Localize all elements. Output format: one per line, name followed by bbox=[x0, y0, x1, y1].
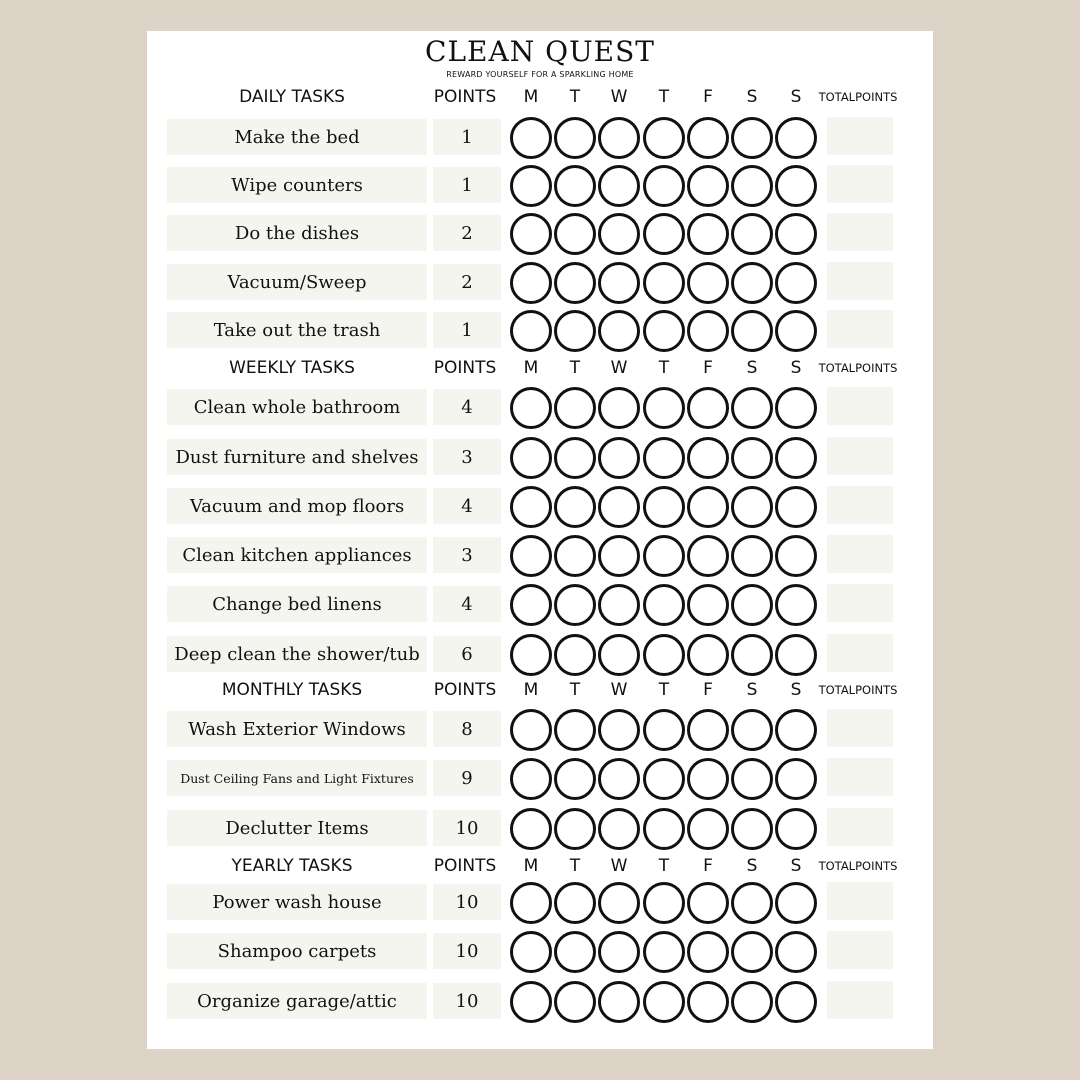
day-checkbox-circle[interactable] bbox=[731, 117, 773, 159]
day-column-header: M bbox=[523, 358, 539, 378]
section-header bbox=[147, 851, 933, 881]
day-column-header: T bbox=[569, 358, 581, 378]
day-checkbox-circle[interactable] bbox=[598, 213, 640, 255]
day-checkbox-circle[interactable] bbox=[775, 882, 817, 924]
section-heading: MONTHLY TASKS bbox=[221, 680, 363, 700]
task-name: Declutter Items bbox=[167, 810, 427, 846]
day-checkbox-circle[interactable] bbox=[598, 808, 640, 850]
task-name: Organize garage/attic bbox=[167, 983, 427, 1019]
total-points-box[interactable] bbox=[827, 709, 893, 747]
day-checkbox-circle[interactable] bbox=[554, 535, 596, 577]
day-checkbox-circle[interactable] bbox=[510, 709, 552, 751]
task-points: 2 bbox=[433, 215, 501, 251]
day-column-header: T bbox=[658, 680, 670, 700]
task-name: Wash Exterior Windows bbox=[167, 711, 427, 747]
day-checkbox-circle[interactable] bbox=[510, 634, 552, 676]
task-row bbox=[147, 931, 933, 971]
total-header-line2: POINTS bbox=[855, 859, 898, 873]
day-checkbox-circle[interactable] bbox=[687, 165, 729, 207]
day-checkbox-circle[interactable] bbox=[598, 262, 640, 304]
day-checkbox-circle[interactable] bbox=[731, 634, 773, 676]
total-points-box[interactable] bbox=[827, 262, 893, 300]
day-column-header: T bbox=[658, 358, 670, 378]
day-column-header: S bbox=[790, 856, 802, 876]
day-column-header: F bbox=[703, 856, 713, 876]
task-points: 10 bbox=[433, 884, 501, 920]
day-checkbox-circle[interactable] bbox=[643, 808, 685, 850]
day-checkbox-circle[interactable] bbox=[598, 981, 640, 1023]
total-points-box[interactable] bbox=[827, 486, 893, 524]
task-points: 6 bbox=[433, 636, 501, 672]
day-checkbox-circle[interactable] bbox=[643, 758, 685, 800]
day-checkbox-circle[interactable] bbox=[554, 117, 596, 159]
task-name: Deep clean the shower/tub bbox=[167, 636, 427, 672]
day-checkbox-circle[interactable] bbox=[687, 709, 729, 751]
day-checkbox-circle[interactable] bbox=[643, 117, 685, 159]
section-header bbox=[147, 353, 933, 383]
day-checkbox-circle[interactable] bbox=[775, 262, 817, 304]
total-points-box[interactable] bbox=[827, 165, 893, 203]
total-points-box[interactable] bbox=[827, 981, 893, 1019]
total-points-box[interactable] bbox=[827, 758, 893, 796]
total-points-box[interactable] bbox=[827, 310, 893, 348]
total-points-column-header bbox=[818, 675, 898, 705]
day-checkbox-circle[interactable] bbox=[775, 709, 817, 751]
task-name: Vacuum and mop floors bbox=[167, 488, 427, 524]
task-row bbox=[147, 387, 933, 427]
day-checkbox-circle[interactable] bbox=[687, 808, 729, 850]
task-name: Shampoo carpets bbox=[167, 933, 427, 969]
total-points-box[interactable] bbox=[827, 808, 893, 846]
task-name: Clean whole bathroom bbox=[167, 389, 427, 425]
day-checkbox-circle[interactable] bbox=[643, 931, 685, 973]
day-checkbox-circle[interactable] bbox=[731, 758, 773, 800]
day-checkbox-circle[interactable] bbox=[687, 882, 729, 924]
day-column-header: S bbox=[746, 358, 758, 378]
task-row bbox=[147, 882, 933, 922]
day-checkbox-circle[interactable] bbox=[731, 584, 773, 626]
day-checkbox-circle[interactable] bbox=[598, 709, 640, 751]
day-checkbox-circle[interactable] bbox=[775, 931, 817, 973]
task-row bbox=[147, 634, 933, 674]
total-points-box[interactable] bbox=[827, 117, 893, 155]
task-points: 4 bbox=[433, 586, 501, 622]
day-column-header: T bbox=[569, 680, 581, 700]
section-header bbox=[147, 82, 933, 112]
day-checkbox-circle[interactable] bbox=[731, 262, 773, 304]
section-header bbox=[147, 675, 933, 705]
day-checkbox-circle[interactable] bbox=[598, 310, 640, 352]
chart-title: CLEAN QUEST bbox=[425, 35, 655, 68]
day-checkbox-circle[interactable] bbox=[510, 981, 552, 1023]
total-points-column-header bbox=[818, 82, 898, 112]
task-points: 4 bbox=[433, 488, 501, 524]
total-header-line1: TOTAL bbox=[818, 361, 856, 375]
task-name: Dust furniture and shelves bbox=[167, 439, 427, 475]
task-row bbox=[147, 535, 933, 575]
day-checkbox-circle[interactable] bbox=[554, 808, 596, 850]
chore-chart-sheet bbox=[147, 31, 933, 1049]
task-row bbox=[147, 213, 933, 253]
day-column-header: S bbox=[746, 856, 758, 876]
day-checkbox-circle[interactable] bbox=[598, 437, 640, 479]
task-name: Dust Ceiling Fans and Light Fixtures bbox=[167, 760, 427, 796]
day-checkbox-circle[interactable] bbox=[510, 165, 552, 207]
day-checkbox-circle[interactable] bbox=[687, 584, 729, 626]
task-row bbox=[147, 758, 933, 798]
day-checkbox-circle[interactable] bbox=[643, 262, 685, 304]
total-points-box[interactable] bbox=[827, 634, 893, 672]
day-checkbox-circle[interactable] bbox=[510, 535, 552, 577]
day-checkbox-circle[interactable] bbox=[554, 213, 596, 255]
day-checkbox-circle[interactable] bbox=[643, 535, 685, 577]
day-checkbox-circle[interactable] bbox=[554, 486, 596, 528]
day-checkbox-circle[interactable] bbox=[554, 758, 596, 800]
points-column-header: POINTS bbox=[433, 87, 497, 107]
task-points: 10 bbox=[433, 810, 501, 846]
day-checkbox-circle[interactable] bbox=[510, 882, 552, 924]
day-checkbox-circle[interactable] bbox=[731, 310, 773, 352]
task-points: 10 bbox=[433, 983, 501, 1019]
day-checkbox-circle[interactable] bbox=[775, 117, 817, 159]
day-column-header: M bbox=[523, 680, 539, 700]
total-header-line2: POINTS bbox=[855, 361, 898, 375]
day-column-header: F bbox=[703, 358, 713, 378]
day-checkbox-circle[interactable] bbox=[643, 882, 685, 924]
task-row bbox=[147, 981, 933, 1021]
day-column-header: F bbox=[703, 87, 713, 107]
points-column-header: POINTS bbox=[433, 856, 497, 876]
task-row bbox=[147, 262, 933, 302]
day-checkbox-circle[interactable] bbox=[775, 486, 817, 528]
task-row bbox=[147, 808, 933, 848]
day-checkbox-circle[interactable] bbox=[775, 808, 817, 850]
day-checkbox-circle[interactable] bbox=[510, 387, 552, 429]
task-name: Change bed linens bbox=[167, 586, 427, 622]
chart-subtitle: REWARD YOURSELF FOR A SPARKLING HOME bbox=[446, 70, 634, 79]
day-checkbox-circle[interactable] bbox=[731, 981, 773, 1023]
day-checkbox-circle[interactable] bbox=[687, 310, 729, 352]
day-checkbox-circle[interactable] bbox=[643, 634, 685, 676]
day-checkbox-circle[interactable] bbox=[731, 387, 773, 429]
day-checkbox-circle[interactable] bbox=[687, 758, 729, 800]
task-name: Vacuum/Sweep bbox=[167, 264, 427, 300]
total-points-box[interactable] bbox=[827, 882, 893, 920]
day-checkbox-circle[interactable] bbox=[731, 808, 773, 850]
section-heading: WEEKLY TASKS bbox=[229, 358, 355, 378]
total-header-line1: TOTAL bbox=[818, 859, 856, 873]
task-row bbox=[147, 486, 933, 526]
day-checkbox-circle[interactable] bbox=[598, 387, 640, 429]
section-heading: DAILY TASKS bbox=[239, 87, 345, 107]
day-checkbox-circle[interactable] bbox=[643, 165, 685, 207]
day-column-header: S bbox=[790, 87, 802, 107]
day-column-header: S bbox=[790, 358, 802, 378]
total-points-box[interactable] bbox=[827, 437, 893, 475]
task-points: 9 bbox=[433, 760, 501, 796]
day-checkbox-circle[interactable] bbox=[598, 758, 640, 800]
points-column-header: POINTS bbox=[433, 358, 497, 378]
task-row bbox=[147, 584, 933, 624]
day-checkbox-circle[interactable] bbox=[598, 634, 640, 676]
total-header-line2: POINTS bbox=[855, 683, 898, 697]
day-checkbox-circle[interactable] bbox=[643, 310, 685, 352]
day-checkbox-circle[interactable] bbox=[643, 486, 685, 528]
day-checkbox-circle[interactable] bbox=[554, 931, 596, 973]
day-checkbox-circle[interactable] bbox=[687, 387, 729, 429]
day-checkbox-circle[interactable] bbox=[598, 165, 640, 207]
day-checkbox-circle[interactable] bbox=[731, 709, 773, 751]
task-row bbox=[147, 437, 933, 477]
day-checkbox-circle[interactable] bbox=[510, 117, 552, 159]
day-column-header: S bbox=[746, 680, 758, 700]
total-header-line1: TOTAL bbox=[818, 683, 856, 697]
day-checkbox-circle[interactable] bbox=[510, 437, 552, 479]
day-checkbox-circle[interactable] bbox=[775, 634, 817, 676]
day-checkbox-circle[interactable] bbox=[687, 981, 729, 1023]
day-column-header: W bbox=[610, 680, 628, 700]
total-points-box[interactable] bbox=[827, 584, 893, 622]
day-checkbox-circle[interactable] bbox=[554, 981, 596, 1023]
day-column-header: S bbox=[746, 87, 758, 107]
points-column-header: POINTS bbox=[433, 680, 497, 700]
day-checkbox-circle[interactable] bbox=[775, 535, 817, 577]
task-name: Wipe counters bbox=[167, 167, 427, 203]
day-column-header: F bbox=[703, 680, 713, 700]
day-checkbox-circle[interactable] bbox=[510, 931, 552, 973]
day-checkbox-circle[interactable] bbox=[598, 535, 640, 577]
day-checkbox-circle[interactable] bbox=[598, 882, 640, 924]
day-column-header: W bbox=[610, 358, 628, 378]
day-checkbox-circle[interactable] bbox=[598, 931, 640, 973]
section-heading: YEARLY TASKS bbox=[231, 856, 353, 876]
day-checkbox-circle[interactable] bbox=[554, 262, 596, 304]
day-checkbox-circle[interactable] bbox=[598, 117, 640, 159]
day-checkbox-circle[interactable] bbox=[510, 310, 552, 352]
task-points: 3 bbox=[433, 537, 501, 573]
total-header-line2: POINTS bbox=[855, 90, 898, 104]
day-column-header: M bbox=[523, 856, 539, 876]
day-checkbox-circle[interactable] bbox=[775, 213, 817, 255]
day-checkbox-circle[interactable] bbox=[731, 165, 773, 207]
day-checkbox-circle[interactable] bbox=[687, 535, 729, 577]
day-checkbox-circle[interactable] bbox=[554, 584, 596, 626]
day-checkbox-circle[interactable] bbox=[554, 634, 596, 676]
day-checkbox-circle[interactable] bbox=[643, 584, 685, 626]
task-row bbox=[147, 310, 933, 350]
total-points-box[interactable] bbox=[827, 213, 893, 251]
total-points-box[interactable] bbox=[827, 387, 893, 425]
day-checkbox-circle[interactable] bbox=[510, 486, 552, 528]
task-row bbox=[147, 117, 933, 157]
task-points: 4 bbox=[433, 389, 501, 425]
day-column-header: T bbox=[658, 87, 670, 107]
day-checkbox-circle[interactable] bbox=[731, 931, 773, 973]
day-column-header: T bbox=[569, 856, 581, 876]
task-row bbox=[147, 165, 933, 205]
task-points: 2 bbox=[433, 264, 501, 300]
day-checkbox-circle[interactable] bbox=[687, 931, 729, 973]
task-points: 1 bbox=[433, 312, 501, 348]
day-column-header: W bbox=[610, 856, 628, 876]
task-points: 8 bbox=[433, 711, 501, 747]
day-checkbox-circle[interactable] bbox=[554, 310, 596, 352]
total-points-box[interactable] bbox=[827, 931, 893, 969]
day-column-header: S bbox=[790, 680, 802, 700]
total-points-box[interactable] bbox=[827, 535, 893, 573]
day-checkbox-circle[interactable] bbox=[775, 981, 817, 1023]
day-checkbox-circle[interactable] bbox=[643, 213, 685, 255]
task-points: 1 bbox=[433, 167, 501, 203]
day-checkbox-circle[interactable] bbox=[775, 310, 817, 352]
day-column-header: W bbox=[610, 87, 628, 107]
day-checkbox-circle[interactable] bbox=[731, 535, 773, 577]
day-checkbox-circle[interactable] bbox=[554, 882, 596, 924]
day-column-header: M bbox=[523, 87, 539, 107]
day-checkbox-circle[interactable] bbox=[687, 486, 729, 528]
day-checkbox-circle[interactable] bbox=[643, 437, 685, 479]
task-points: 10 bbox=[433, 933, 501, 969]
task-name: Clean kitchen appliances bbox=[167, 537, 427, 573]
day-checkbox-circle[interactable] bbox=[731, 437, 773, 479]
day-checkbox-circle[interactable] bbox=[643, 387, 685, 429]
day-checkbox-circle[interactable] bbox=[510, 808, 552, 850]
day-checkbox-circle[interactable] bbox=[510, 584, 552, 626]
day-column-header: T bbox=[658, 856, 670, 876]
total-header-line1: TOTAL bbox=[818, 90, 856, 104]
day-checkbox-circle[interactable] bbox=[775, 758, 817, 800]
day-checkbox-circle[interactable] bbox=[687, 262, 729, 304]
task-name: Make the bed bbox=[167, 119, 427, 155]
task-row bbox=[147, 709, 933, 749]
task-points: 1 bbox=[433, 119, 501, 155]
task-name: Do the dishes bbox=[167, 215, 427, 251]
day-checkbox-circle[interactable] bbox=[687, 213, 729, 255]
day-column-header: T bbox=[569, 87, 581, 107]
day-checkbox-circle[interactable] bbox=[775, 584, 817, 626]
day-checkbox-circle[interactable] bbox=[775, 165, 817, 207]
day-checkbox-circle[interactable] bbox=[775, 437, 817, 479]
day-checkbox-circle[interactable] bbox=[687, 634, 729, 676]
task-points: 3 bbox=[433, 439, 501, 475]
day-checkbox-circle[interactable] bbox=[510, 262, 552, 304]
day-checkbox-circle[interactable] bbox=[554, 387, 596, 429]
day-checkbox-circle[interactable] bbox=[687, 117, 729, 159]
day-checkbox-circle[interactable] bbox=[554, 165, 596, 207]
day-checkbox-circle[interactable] bbox=[554, 709, 596, 751]
task-name: Take out the trash bbox=[167, 312, 427, 348]
day-checkbox-circle[interactable] bbox=[598, 486, 640, 528]
total-points-column-header bbox=[818, 851, 898, 881]
day-checkbox-circle[interactable] bbox=[598, 584, 640, 626]
day-checkbox-circle[interactable] bbox=[643, 981, 685, 1023]
day-checkbox-circle[interactable] bbox=[731, 882, 773, 924]
task-name: Power wash house bbox=[167, 884, 427, 920]
total-points-column-header bbox=[818, 353, 898, 383]
day-checkbox-circle[interactable] bbox=[775, 387, 817, 429]
day-checkbox-circle[interactable] bbox=[731, 486, 773, 528]
day-checkbox-circle[interactable] bbox=[643, 709, 685, 751]
day-checkbox-circle[interactable] bbox=[510, 758, 552, 800]
day-checkbox-circle[interactable] bbox=[510, 213, 552, 255]
day-checkbox-circle[interactable] bbox=[731, 213, 773, 255]
day-checkbox-circle[interactable] bbox=[554, 437, 596, 479]
day-checkbox-circle[interactable] bbox=[687, 437, 729, 479]
